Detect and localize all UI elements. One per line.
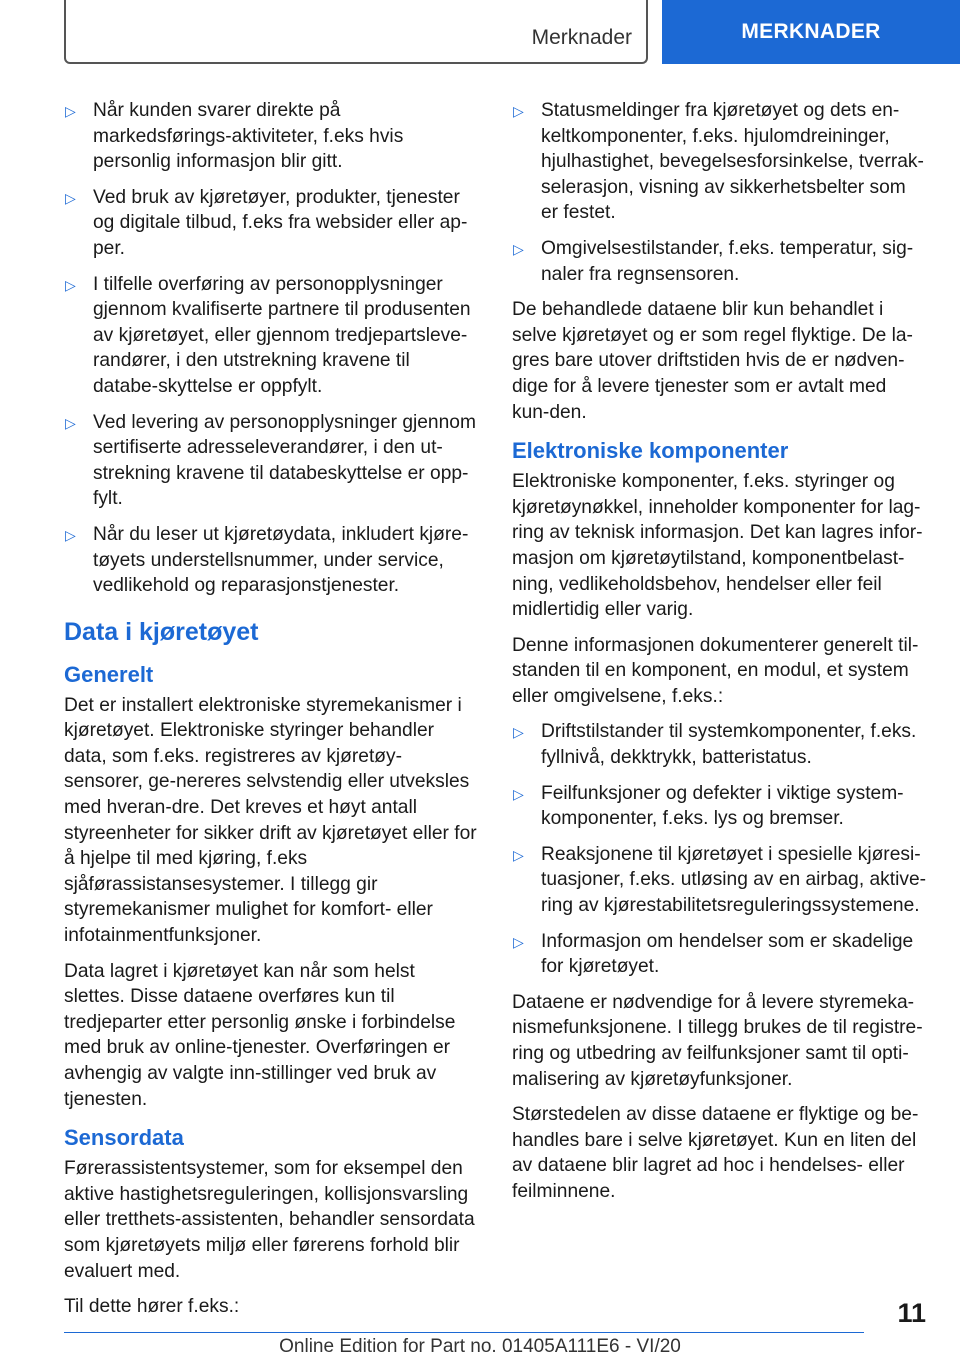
paragraph: Dataene er nødvendige for å levere styremeka-nismefunksjonene. I tillegg brukes de til registre-ring og utbedring av feilfunksjoner samt til opti-malisering av kjøretøyfunksjoner. xyxy=(512,991,923,1090)
triangle-bullet-icon: ▷ xyxy=(513,846,524,863)
section-tab[interactable]: MERKNADER xyxy=(662,0,960,64)
footer-text: Online Edition for Part no. 01405A111E6 - VI/20 xyxy=(279,1336,681,1357)
paragraph: Til dette hører f.eks.: xyxy=(64,1296,240,1318)
paragraph: De behandlede dataene blir kun behandlet i selve kjøretøyet og er som regel flyktige. De la-gres bare utover driftstiden hvis de er nødven-dige for å levere tjenester som er avtalt med kun-den. xyxy=(512,299,913,423)
heading-general: Generelt xyxy=(64,661,154,687)
paragraph: Førerassistentsystemer, som for eksempel den aktive hastighetsreguleringen, kollisjonsvarsling eller tretthets-assistenten, behandler sensordata som kjøretøyets miljø eller førerens forhold blir evaluert med. xyxy=(64,1158,475,1282)
list-item: ▷ Feilfunksjoner og defekter i viktige system-komponenter, f.eks. lys og bremser. xyxy=(513,782,904,830)
header-box xyxy=(64,0,648,64)
list-item: ▷ Når kunden svarer direkte på markedsførings-aktiviteter, f.eks hvis personlig informasjon blir gitt. xyxy=(65,100,404,173)
list-item: ▷ Informasjon om hendelser som er skadelige for kjøretøyet. xyxy=(513,930,914,978)
paragraph: Størstedelen av disse dataene er flyktige og be-handles bare i selve kjøretøyet. Kun en liten del av dataene blir lagret ad hoc i hendelses- eller feilminnene. xyxy=(512,1104,919,1202)
paragraph: Det er installert elektroniske styremekanismer i kjøretøyet. Elektroniske styringer behandler data, som f.eks. registreres av kjøretøy-sensorer, ge-nereres selvstendig eller utveksles med hveran-dre. Det kreves et høyt antall styreenheter for sikker drift av kjøretøyet eller for å hjelpe til med kjøring, f.eks sjåførassistansesystemer. I tillegg gir styremekanismer mulighet for komfort- eller infotainmentfunksjoner. xyxy=(64,694,477,947)
list-item: ▷ Ved bruk av kjøretøyer, produkter, tjenester og digitale tilbud, f.eks fra websider eller ap-per. xyxy=(65,186,468,259)
paragraph: Denne informasjonen dokumenterer generelt til-standen til en komponent, en modul, et system eller omgivelsene, f.eks.: xyxy=(512,634,919,707)
footer-divider xyxy=(64,1332,864,1333)
triangle-bullet-icon: ▷ xyxy=(65,103,76,119)
triangle-bullet-icon: ▷ xyxy=(65,276,76,293)
heading-electronic-components: Elektroniske komponenter xyxy=(512,438,789,464)
paragraph: Elektroniske komponenter, f.eks. styringer og kjøretøynøkkel, inneholder komponenter for lag-ring av teknisk informasjon. Det kan lagres infor-masjon om kjøretøytilstand, komponentbelast-ning, vedlikeholdsbehov, hendelser eller feil midlertidig eller varig. xyxy=(512,471,923,621)
list-item: ▷ I tilfelle overføring av personopplysninger gjennom kvalifiserte partnere til produsenten av kjøretøyet, eller gjennom tredjepartsleve-randører, i den utstrekning kravene til databe-skyttelse er oppfylt. xyxy=(65,273,471,397)
list-item: ▷ Reaksjonene til kjøretøyet i spesielle kjøresi-tuasjoner, f.eks. utløsing av en airbag, aktive-ring av kjørestabilitetsreguleringssystemene. xyxy=(513,843,927,917)
paragraph: Data lagret i kjøretøyet kan når som helst slettes. Disse dataene overføres kun til tredjeparter etter personlig ønske i forbindelse med bruk av online-tjenester. Overføringen er avhengig av valgte inn-stillinger ved bruk av tjenesten. xyxy=(64,960,456,1110)
page-number: 11 xyxy=(897,1298,926,1328)
triangle-bullet-icon: ▷ xyxy=(65,526,76,543)
triangle-bullet-icon: ▷ xyxy=(513,933,524,950)
triangle-bullet-icon: ▷ xyxy=(513,724,524,741)
list-item: ▷ Når du leser ut kjøretøydata, inkludert kjøre-tøyets understellsnummer, under service, vedlikehold og reparasjonstjenester. xyxy=(65,523,469,597)
list-item: ▷ Omgivelsestilstander, f.eks. temperatur, sig-naler fra regnsensoren. xyxy=(513,237,914,285)
left-column xyxy=(64,98,480,1330)
list-item: ▷ Statusmeldinger fra kjøretøyet og dets en-keltkomponenter, f.eks. hjulomdreininger, hjulhastighet, bevegelsesforsinkelse, tverrak-selerasjon, visning av sikkerhetsbelter som er festet. xyxy=(513,100,924,224)
section-label: Merknader xyxy=(531,26,632,49)
triangle-bullet-icon: ▷ xyxy=(513,240,524,257)
list-item: ▷ Ved levering av personopplysninger gjennom sertifiserte adresseleverandører, i den ut-strekning kravene til databeskyttelse er opp-fylt. xyxy=(65,411,476,510)
triangle-bullet-icon: ▷ xyxy=(65,189,76,206)
heading-sensor-data: Sensordata xyxy=(64,1125,184,1151)
triangle-bullet-icon: ▷ xyxy=(65,414,76,431)
right-column xyxy=(512,98,928,1215)
triangle-bullet-icon: ▷ xyxy=(513,785,524,802)
heading-data-in-vehicle: Data i kjøretøyet xyxy=(64,617,259,646)
list-item: ▷ Driftstilstander til systemkomponenter, f.eks. fyllnivå, dekktrykk, batteristatus. xyxy=(513,721,917,769)
triangle-bullet-icon: ▷ xyxy=(513,103,524,119)
